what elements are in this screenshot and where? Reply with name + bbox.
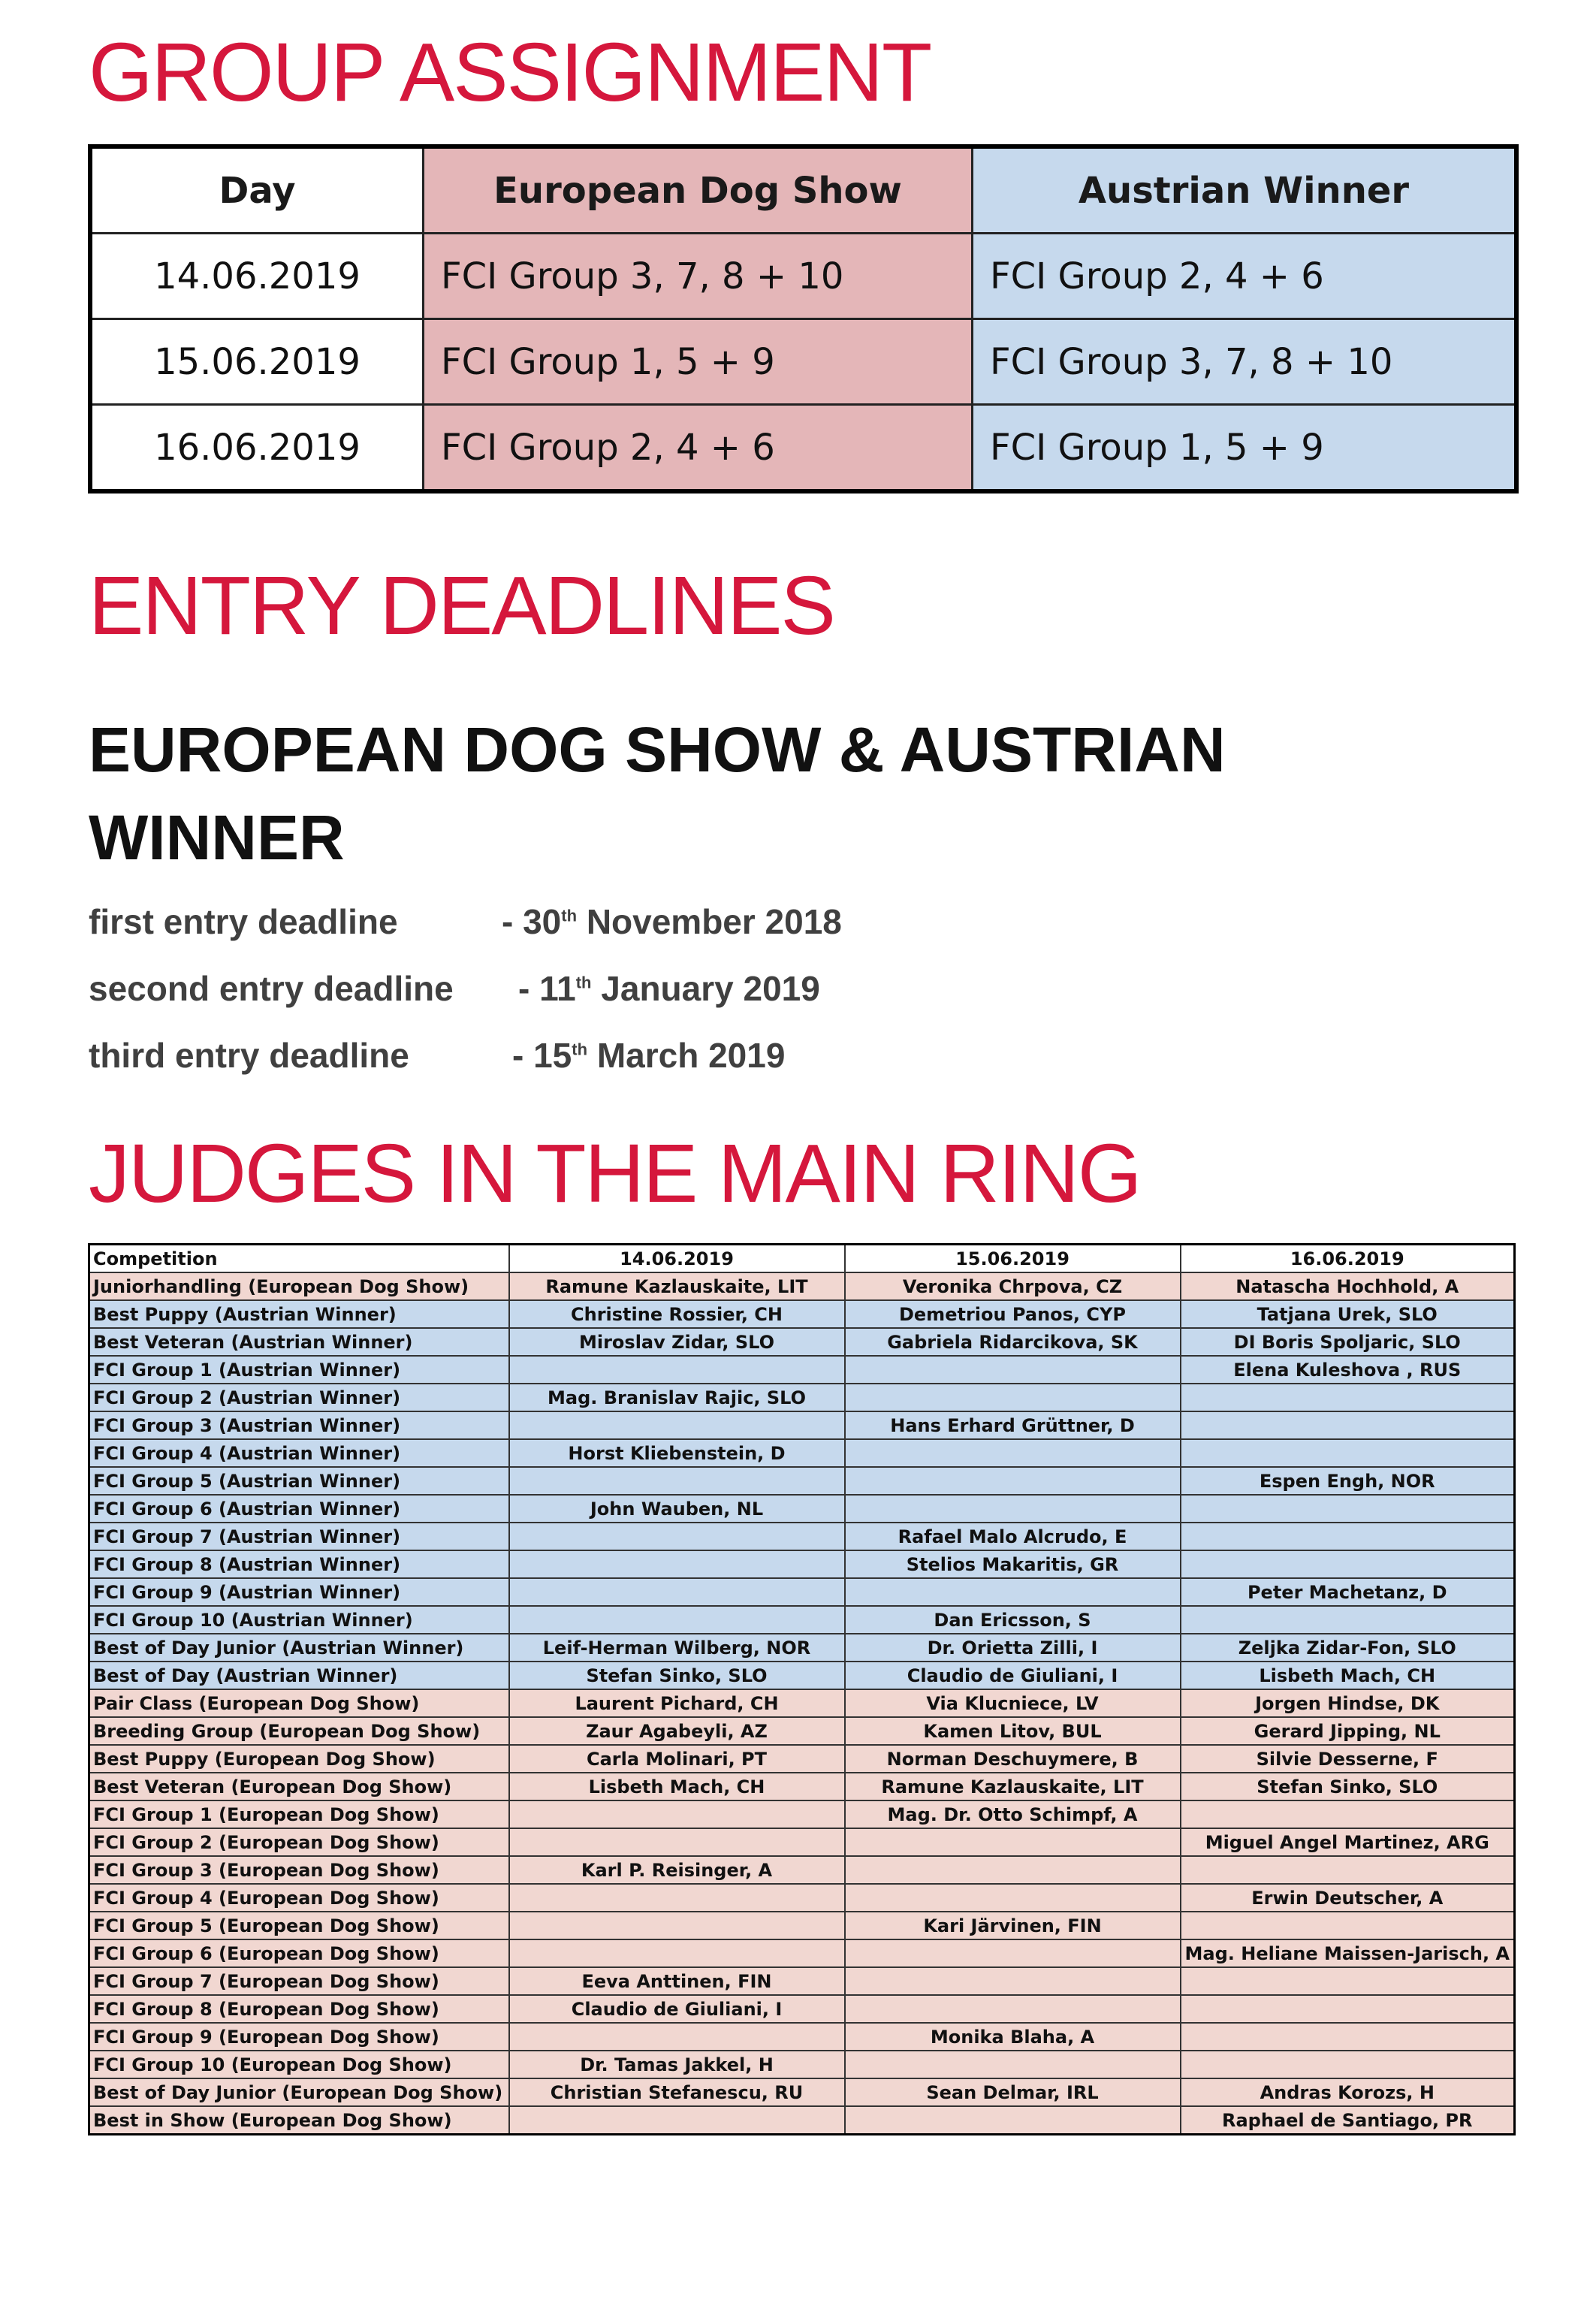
judges-row — [89, 1300, 1515, 1328]
judge-cell: DI Boris Spoljaric, SLO — [1181, 1328, 1515, 1356]
competition-cell: FCI Group 10 (European Dog Show) — [89, 2051, 509, 2078]
judge-cell — [1181, 1967, 1515, 1995]
judge-cell: Dan Ericsson, S — [845, 1606, 1181, 1634]
judges-row — [89, 1884, 1515, 1912]
judge-cell — [509, 1939, 845, 1967]
judge-cell — [845, 1467, 1181, 1495]
judge-cell — [845, 2106, 1181, 2135]
judge-cell — [845, 2051, 1181, 2078]
judges-row — [89, 1800, 1515, 1828]
judge-cell — [1181, 1606, 1515, 1634]
judge-cell — [509, 1467, 845, 1495]
judge-cell: Peter Machetanz, D — [1181, 1578, 1515, 1606]
judge-cell — [1181, 1550, 1515, 1578]
header-competition: Competition — [89, 1245, 509, 1273]
judge-cell: Christian Stefanescu, RU — [509, 2078, 845, 2106]
european-dog-show-cell: FCI Group 2, 4 + 6 — [424, 405, 973, 492]
deadline-date — [502, 901, 842, 942]
judge-cell: John Wauben, NL — [509, 1495, 845, 1523]
judge-cell: Ramune Kazlauskaite, LIT — [509, 1272, 845, 1300]
judge-cell: Demetriou Panos, CYP — [845, 1300, 1181, 1328]
entry-deadlines-title: ENTRY DEADLINES — [89, 560, 834, 652]
judges-table — [88, 1243, 1516, 2135]
deadline-day: - 30 — [502, 902, 562, 941]
judge-cell — [845, 1578, 1181, 1606]
judge-cell — [509, 1912, 845, 1939]
judges-row — [89, 1856, 1515, 1884]
competition-cell: FCI Group 7 (Austrian Winner) — [89, 1523, 509, 1550]
judge-cell: Miguel Angel Martinez, ARG — [1181, 1828, 1515, 1856]
austrian-winner-cell: FCI Group 3, 7, 8 + 10 — [973, 319, 1517, 405]
competition-cell: FCI Group 10 (Austrian Winner) — [89, 1606, 509, 1634]
judge-cell — [1181, 1800, 1515, 1828]
judge-cell — [845, 1856, 1181, 1884]
judge-cell: Dr. Tamas Jakkel, H — [509, 2051, 845, 2078]
judge-cell — [845, 1439, 1181, 1467]
competition-cell: FCI Group 9 (European Dog Show) — [89, 2023, 509, 2051]
judges-row — [89, 1717, 1515, 1745]
judge-cell: Kari Järvinen, FIN — [845, 1912, 1181, 1939]
judge-cell: Gabriela Ridarcikova, SK — [845, 1328, 1181, 1356]
judges-row — [89, 1939, 1515, 1967]
judges-row — [89, 1495, 1515, 1523]
competition-cell: FCI Group 5 (European Dog Show) — [89, 1912, 509, 1939]
deadline-label: second entry deadline — [89, 969, 454, 1008]
judge-cell — [1181, 1439, 1515, 1467]
deadline-month-year: March 2019 — [596, 1036, 786, 1075]
judge-cell — [509, 1578, 845, 1606]
deadline-day-suffix: th — [572, 1040, 588, 1059]
judge-cell — [845, 1995, 1181, 2023]
judge-cell — [1181, 1384, 1515, 1411]
entry-deadline-row — [89, 901, 842, 942]
deadline-date — [512, 1035, 785, 1076]
judges-row — [89, 1578, 1515, 1606]
competition-cell: FCI Group 2 (Austrian Winner) — [89, 1384, 509, 1411]
judge-cell: Andras Korozs, H — [1181, 2078, 1515, 2106]
judge-cell: Sean Delmar, IRL — [845, 2078, 1181, 2106]
judges-row — [89, 1689, 1515, 1717]
judge-cell: Leif-Herman Wilberg, NOR — [509, 1634, 845, 1662]
judge-cell: Claudio de Giuliani, I — [845, 1662, 1181, 1689]
austrian-winner-cell: FCI Group 1, 5 + 9 — [973, 405, 1517, 492]
judge-cell: Laurent Pichard, CH — [509, 1689, 845, 1717]
competition-cell: FCI Group 1 (European Dog Show) — [89, 1800, 509, 1828]
judges-title: JUDGES IN THE MAIN RING — [89, 1127, 1141, 1220]
judge-cell: Norman Deschuymere, B — [845, 1745, 1181, 1773]
judge-cell — [1181, 1995, 1515, 2023]
competition-cell: Best Puppy (European Dog Show) — [89, 1745, 509, 1773]
deadline-label: first entry deadline — [89, 902, 398, 941]
judges-row — [89, 1662, 1515, 1689]
judge-cell — [845, 1884, 1181, 1912]
competition-cell: FCI Group 2 (European Dog Show) — [89, 1828, 509, 1856]
judges-row — [89, 1995, 1515, 2023]
judge-cell — [1181, 2023, 1515, 2051]
judges-row — [89, 2051, 1515, 2078]
competition-cell: Best of Day (Austrian Winner) — [89, 1662, 509, 1689]
group-assignment-row — [90, 405, 1516, 492]
judge-cell — [509, 1523, 845, 1550]
judge-cell: Miroslav Zidar, SLO — [509, 1328, 845, 1356]
judge-cell: Horst Kliebenstein, D — [509, 1439, 845, 1467]
competition-cell: FCI Group 6 (Austrian Winner) — [89, 1495, 509, 1523]
judge-cell: Eeva Anttinen, FIN — [509, 1967, 845, 1995]
judge-cell — [845, 1384, 1181, 1411]
judge-cell: Via Klucniece, LV — [845, 1689, 1181, 1717]
judges-row — [89, 2023, 1515, 2051]
deadline-date — [518, 968, 820, 1009]
judge-cell: Kamen Litov, BUL — [845, 1717, 1181, 1745]
competition-cell: FCI Group 8 (European Dog Show) — [89, 1995, 509, 2023]
competition-cell: Best in Show (European Dog Show) — [89, 2106, 509, 2135]
header-date-2: 15.06.2019 — [845, 1245, 1181, 1273]
competition-cell: FCI Group 3 (European Dog Show) — [89, 1856, 509, 1884]
judges-row — [89, 2078, 1515, 2106]
judge-cell: Ramune Kazlauskaite, LIT — [845, 1773, 1181, 1800]
judge-cell: Mag. Heliane Maissen-Jarisch, A — [1181, 1939, 1515, 1967]
judge-cell — [509, 2106, 845, 2135]
judges-row — [89, 1828, 1515, 1856]
austrian-winner-cell: FCI Group 2, 4 + 6 — [973, 234, 1517, 319]
judge-cell — [1181, 2051, 1515, 2078]
competition-cell: FCI Group 7 (European Dog Show) — [89, 1967, 509, 1995]
deadline-day: - 11 — [518, 969, 576, 1008]
judge-cell: Jorgen Hindse, DK — [1181, 1689, 1515, 1717]
judge-cell — [845, 1356, 1181, 1384]
judge-cell — [845, 1939, 1181, 1967]
competition-cell: Juniorhandling (European Dog Show) — [89, 1272, 509, 1300]
judge-cell: Mag. Dr. Otto Schimpf, A — [845, 1800, 1181, 1828]
judges-row — [89, 1550, 1515, 1578]
judge-cell: Lisbeth Mach, CH — [509, 1773, 845, 1800]
deadline-label: third entry deadline — [89, 1036, 409, 1075]
header-austrian-winner: Austrian Winner — [973, 146, 1517, 234]
judge-cell: Stefan Sinko, SLO — [1181, 1773, 1515, 1800]
judge-cell: Tatjana Urek, SLO — [1181, 1300, 1515, 1328]
competition-cell: Best Puppy (Austrian Winner) — [89, 1300, 509, 1328]
competition-cell: FCI Group 1 (Austrian Winner) — [89, 1356, 509, 1384]
judge-cell — [509, 1606, 845, 1634]
deadline-day-suffix: th — [575, 973, 592, 992]
judges-row — [89, 1606, 1515, 1634]
competition-cell: FCI Group 8 (Austrian Winner) — [89, 1550, 509, 1578]
header-date-3: 16.06.2019 — [1181, 1245, 1515, 1273]
judges-row — [89, 1523, 1515, 1550]
judge-cell — [1181, 1411, 1515, 1439]
deadline-month-year: November 2018 — [586, 902, 842, 941]
judge-cell — [509, 1550, 845, 1578]
competition-cell: Best Veteran (Austrian Winner) — [89, 1328, 509, 1356]
judges-row — [89, 1411, 1515, 1439]
deadline-day: - 15 — [512, 1036, 572, 1075]
judge-cell — [509, 2023, 845, 2051]
judges-row — [89, 1967, 1515, 1995]
judge-cell — [845, 1967, 1181, 1995]
group-assignment-row — [90, 234, 1516, 319]
competition-cell: Pair Class (European Dog Show) — [89, 1689, 509, 1717]
group-assignment-header-row — [90, 146, 1516, 234]
judge-cell — [509, 1828, 845, 1856]
judges-row — [89, 1467, 1515, 1495]
judge-cell: Zeljka Zidar-Fon, SLO — [1181, 1634, 1515, 1662]
judges-row — [89, 1439, 1515, 1467]
judge-cell — [845, 1828, 1181, 1856]
entry-deadlines-subtitle: EUROPEAN DOG SHOW & AUSTRIAN WINNER — [89, 714, 1226, 873]
judge-cell — [509, 1800, 845, 1828]
competition-cell: Best of Day Junior (European Dog Show) — [89, 2078, 509, 2106]
judges-row — [89, 2106, 1515, 2135]
judge-cell: Veronika Chrpova, CZ — [845, 1272, 1181, 1300]
competition-cell: FCI Group 6 (European Dog Show) — [89, 1939, 509, 1967]
judge-cell: Christine Rossier, CH — [509, 1300, 845, 1328]
judge-cell — [1181, 1912, 1515, 1939]
judge-cell: Zaur Agabeyli, AZ — [509, 1717, 845, 1745]
competition-cell: FCI Group 4 (Austrian Winner) — [89, 1439, 509, 1467]
judge-cell: Elena Kuleshova , RUS — [1181, 1356, 1515, 1384]
judge-cell — [509, 1411, 845, 1439]
judges-row — [89, 1912, 1515, 1939]
judge-cell: Natascha Hochhold, A — [1181, 1272, 1515, 1300]
entry-deadline-row — [89, 968, 820, 1009]
deadline-month-year: January 2019 — [601, 969, 820, 1008]
judge-cell: Erwin Deutscher, A — [1181, 1884, 1515, 1912]
deadline-day-suffix: th — [561, 906, 578, 925]
group-assignment-row — [90, 319, 1516, 405]
judge-cell — [1181, 1495, 1515, 1523]
competition-cell: Best of Day Junior (Austrian Winner) — [89, 1634, 509, 1662]
competition-cell: FCI Group 3 (Austrian Winner) — [89, 1411, 509, 1439]
entry-deadline-row — [89, 1035, 786, 1076]
day-cell: 14.06.2019 — [90, 234, 424, 319]
competition-cell: Breeding Group (European Dog Show) — [89, 1717, 509, 1745]
judge-cell: Lisbeth Mach, CH — [1181, 1662, 1515, 1689]
judge-cell — [509, 1884, 845, 1912]
judges-header-row — [89, 1245, 1515, 1273]
day-cell: 15.06.2019 — [90, 319, 424, 405]
header-european-dog-show: European Dog Show — [424, 146, 973, 234]
judge-cell: Raphael de Santiago, PR — [1181, 2106, 1515, 2135]
group-assignment-table — [88, 144, 1519, 493]
judges-row — [89, 1384, 1515, 1411]
judge-cell: Mag. Branislav Rajic, SLO — [509, 1384, 845, 1411]
judge-cell: Espen Engh, NOR — [1181, 1467, 1515, 1495]
header-date-1: 14.06.2019 — [509, 1245, 845, 1273]
judge-cell: Rafael Malo Alcrudo, E — [845, 1523, 1181, 1550]
judge-cell: Monika Blaha, A — [845, 2023, 1181, 2051]
judges-row — [89, 1328, 1515, 1356]
judge-cell: Karl P. Reisinger, A — [509, 1856, 845, 1884]
judges-row — [89, 1745, 1515, 1773]
judge-cell — [509, 1356, 845, 1384]
judge-cell — [1181, 1856, 1515, 1884]
judge-cell: Hans Erhard Grüttner, D — [845, 1411, 1181, 1439]
judge-cell: Claudio de Giuliani, I — [509, 1995, 845, 2023]
judge-cell: Silvie Desserne, F — [1181, 1745, 1515, 1773]
judge-cell: Carla Molinari, PT — [509, 1745, 845, 1773]
judge-cell: Stefan Sinko, SLO — [509, 1662, 845, 1689]
competition-cell: FCI Group 5 (Austrian Winner) — [89, 1467, 509, 1495]
judge-cell — [1181, 1523, 1515, 1550]
judges-row — [89, 1773, 1515, 1800]
competition-cell: Best Veteran (European Dog Show) — [89, 1773, 509, 1800]
group-assignment-title: GROUP ASSIGNMENT — [89, 26, 931, 119]
judge-cell: Stelios Makaritis, GR — [845, 1550, 1181, 1578]
judges-row — [89, 1272, 1515, 1300]
header-day: Day — [90, 146, 424, 234]
competition-cell: FCI Group 4 (European Dog Show) — [89, 1884, 509, 1912]
judge-cell: Dr. Orietta Zilli, I — [845, 1634, 1181, 1662]
judges-row — [89, 1356, 1515, 1384]
competition-cell: FCI Group 9 (Austrian Winner) — [89, 1578, 509, 1606]
european-dog-show-cell: FCI Group 1, 5 + 9 — [424, 319, 973, 405]
judge-cell — [845, 1495, 1181, 1523]
european-dog-show-cell: FCI Group 3, 7, 8 + 10 — [424, 234, 973, 319]
judge-cell: Gerard Jipping, NL — [1181, 1717, 1515, 1745]
day-cell: 16.06.2019 — [90, 405, 424, 492]
judges-row — [89, 1634, 1515, 1662]
